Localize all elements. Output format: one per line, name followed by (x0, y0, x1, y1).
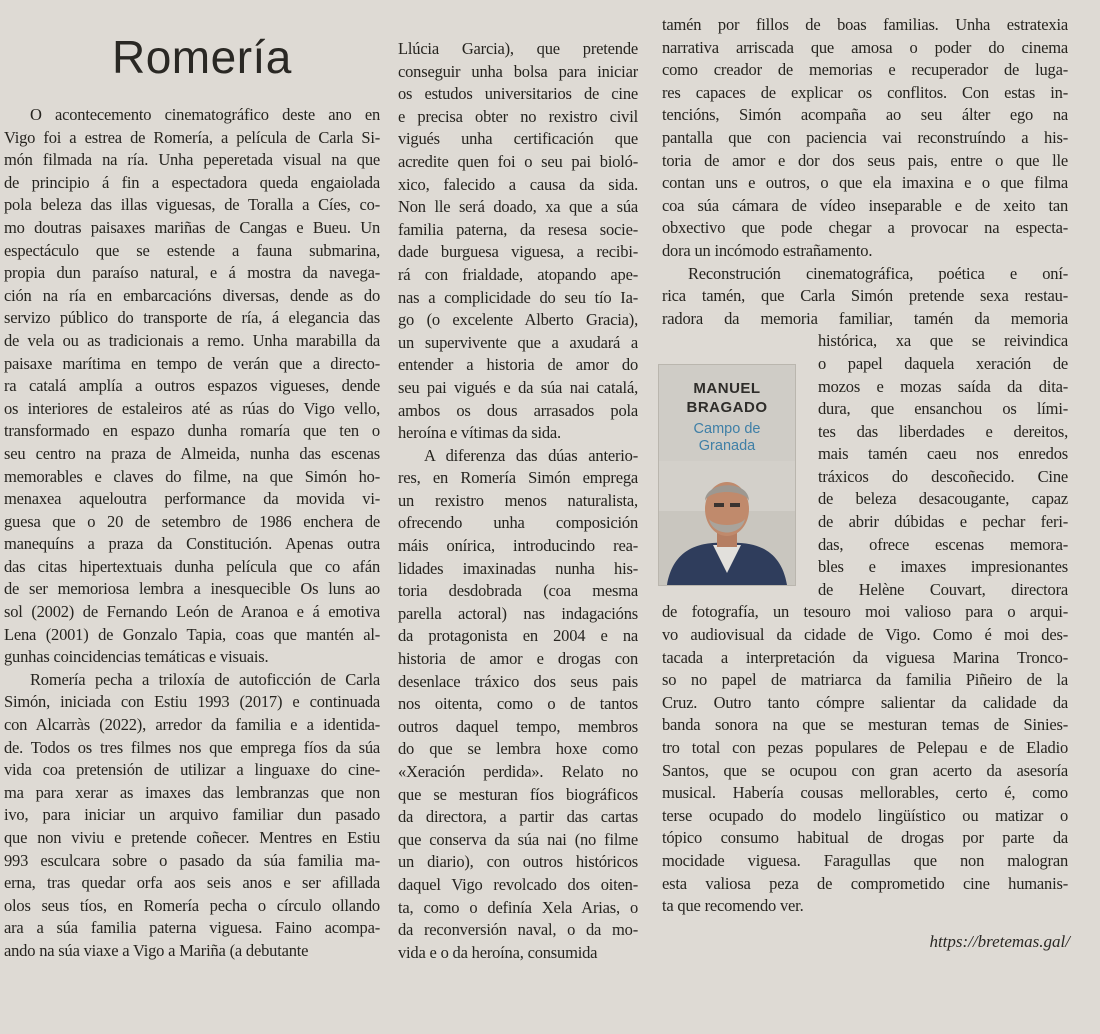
text-line: terse ocupado do modelo lingüístico ou matizar o (662, 805, 1068, 825)
text-line: rica tamén, que Carla Simón pretende sexa restau- (662, 286, 1068, 306)
text-line: nas a complicidade do seu tío Ia- (398, 287, 638, 307)
text-line: contan uns e outros, o que ela imaxina e o que filma (662, 173, 1068, 193)
text-line: ción na ría en embarcacións diversas, dende as do (4, 285, 380, 305)
text-line: acredite quen foi o seu pai bioló- (398, 151, 638, 171)
text-line: res, en Romería Simón emprega (398, 468, 638, 488)
article-column-1 (4, 104, 380, 963)
text-line: Lena (2001) de Gonzalo Tapia, coas que mantén al- (4, 624, 380, 644)
text-line: desenlace tráxico dos seus pais (398, 671, 638, 691)
text-line: de Helène Couvart, directora (818, 579, 1068, 599)
text-line: conseguir unha bolsa para iniciar (398, 61, 638, 81)
text-line: go (o excelente Alberto Gracia), (398, 310, 638, 330)
text-line: vida e o da heroína, consumida (398, 942, 598, 962)
text-line: propia dun paraíso natural, e á mostra da navega- (4, 263, 380, 283)
text-line: guesa que o 20 de setembro de 1986 enchera de (4, 511, 380, 531)
text-line: como creador de memorias e recuperador de luga- (662, 60, 1068, 80)
text-line: O acontecemento cinematográfico deste ano en (30, 105, 380, 124)
text-line: de. Todos os tres filmes nos que emprega fíos da súa (4, 737, 380, 757)
text-line: das citas hipertextuais dunha película que co afán (4, 556, 380, 576)
text-line: máis onírica, introducindo rea- (398, 536, 638, 556)
text-line: tes das liberdades e dereitos, (818, 421, 1068, 441)
text-line: os interiores de estaleiros até as rúas do Vigo vello, (4, 398, 380, 418)
text-line: menaxea aqueloutra performance da movida vi- (4, 489, 380, 509)
text-line: da reconversión naval, o da mo- (398, 920, 638, 940)
text-line: gunhas coincidencias temáticas e visuais. (4, 647, 269, 667)
text-line: res capaces de explicar os conflitos. Con estas in- (662, 82, 1068, 102)
author-photo (659, 461, 795, 585)
text-line: esta valiosa peza de comprometido cine humanis- (662, 873, 1068, 893)
text-line: ambos os dous arrasados pola (398, 400, 638, 420)
text-line: ta, como o definía Xela Arias, o (398, 897, 638, 917)
text-line: obxectivo que pode chegar a provocar na especta- (662, 218, 1068, 238)
text-line: vigués unha certificación que (398, 129, 638, 149)
text-line: ivo, para iniciar un arquivo familiar dun pasado (4, 805, 380, 825)
text-line: tencións, Simón acompaña ao seu álter ego na (662, 105, 1068, 125)
column-name (659, 421, 795, 455)
text-line: da protagonista en 2004 e na (398, 626, 638, 646)
text-line: do que se lembra hoxe como (398, 739, 638, 759)
text-line: de ser memoriosa lembra a inesquecible Os luns ao (4, 579, 380, 599)
author-last-name: BRAGADO (686, 399, 768, 416)
article-title: Romería (112, 31, 292, 83)
text-line: daquel Vigo revolcado dos oiten- (398, 874, 638, 894)
text-line: bles e imaxes impresionantes (818, 557, 1068, 577)
text-line: 993 esculcara sobre o pasado da súa familia ma- (4, 850, 380, 870)
text-line: rá con frialdade, atopando ape- (398, 264, 638, 284)
text-line: toria desdobrada (coa mesma (398, 581, 638, 601)
text-line: e precisa obter no rexistro civil (398, 106, 638, 126)
text-line: mozos e mozas saída da dita- (818, 376, 1068, 396)
text-line: da directora, a partir das cartas (398, 807, 638, 827)
text-line: o papel daquela xeración de (818, 353, 1068, 373)
text-line: que se mesturan fíos biográficos (398, 784, 638, 804)
text-line: os estudos universitarios de cine (398, 84, 638, 104)
text-line: nos oitenta, como o de tantos (398, 694, 638, 714)
text-line: con Alcarràs (2022), arredor da familia e a identida- (4, 715, 380, 735)
column-name-line-2: Granada (698, 438, 756, 454)
article-column-2 (398, 38, 638, 964)
text-line: seu pai vigués e da súa nai catalá, (398, 377, 638, 397)
text-line: un supervivente que a axudará a (398, 332, 638, 352)
text-line: de fotografía, un tesouro moi valioso para o arqui- (662, 602, 1068, 622)
text-line: de beleza desacougante, capaz (818, 489, 1068, 509)
text-line: transformado en espazo dunha romaría que ten o (4, 421, 380, 441)
text-line: Cruz. Outro tanto cómpre salientar da calidade da (662, 692, 1068, 712)
text-line: manequíns a praza da Constitución. Apenas outra (4, 534, 380, 554)
author-name (659, 379, 795, 417)
text-line: ando na súa viaxe a Vigo a Mariña (a debutante (4, 940, 309, 960)
text-line: memorables e claves do filme, na que Simón ho- (4, 466, 380, 486)
text-line: pantalla que con paciencia vai reconstruíndo a his- (662, 127, 1068, 147)
text-line: ra catalá amplía a outros espazos vigueses, dende (4, 376, 380, 396)
text-line: ta que recomendo ver. (662, 896, 804, 916)
text-line: vo audiovisual da cidade de Vigo. Como é moi des- (662, 625, 1068, 645)
text-line: un diario), con outros históricos (398, 852, 638, 872)
text-line: paisaxe marítima en tempo de verán que a directo- (4, 353, 380, 373)
text-line: parella actoral) nas indagacións (398, 603, 638, 623)
text-line: servizo público do transporte de ría, á elegancia das (4, 308, 380, 328)
text-line: món filmada na ría. Unha peperetada visual na que (4, 150, 380, 170)
author-first-name: MANUEL (693, 380, 761, 397)
text-line: A diferenza das dúas anterio- (424, 445, 638, 465)
text-line: dora un incómodo estrañamento. (662, 240, 873, 260)
text-line: entender a historia de amor do (398, 355, 638, 375)
text-line: que conserva da súa nai (no filme (398, 829, 638, 849)
text-line: ma para xerar as imaxes das lembranzas que non (4, 782, 380, 802)
text-line: tro total con pezas populares de Pelepau e de Eladio (662, 738, 1068, 757)
text-line: ara a súa familia paterna viguesa. Faino acompa- (4, 918, 380, 938)
text-line: de principio á fin a espectadora queda engaiolada (4, 172, 380, 192)
text-line: outros daquel tempo, membros (398, 716, 638, 736)
text-line: heroína e vítimas da sida. (398, 423, 561, 443)
text-line: mais tamén caeu nos enredos (818, 444, 1068, 464)
text-line: histórica, xa que se reivindica (818, 331, 1068, 351)
text-line: musical. Habería cousas mellorables, certo é, como (662, 783, 1068, 803)
text-line: pola beleza das illas viguesas, de Toralla a Cíes, co- (4, 195, 380, 215)
text-line: so no papel de matriarca da familia Piñeiro de la (662, 670, 1068, 690)
text-line: mocidade viguesa. Faragullas que non malogran (662, 850, 1068, 870)
text-line: toria de amor e dor dos seus pais, entre o que lle (662, 150, 1068, 170)
text-line: vida coa pretensión de utilizar a linguaxe do cine- (4, 760, 380, 780)
text-line: Non lle será doado, xa que a súa (398, 197, 638, 217)
text-line: Llúcia Garcia), que pretende (398, 39, 638, 58)
text-line: Simón, iniciada con Estiu 1993 (2017) e continuada (4, 692, 380, 712)
text-line: de vela ou as tradicionais a remo. Unha marabilla da (4, 330, 380, 350)
text-line: tópico consumo habitual de drogas por parte da (662, 828, 1068, 848)
text-line: xico, falecido a causa da sida. (398, 174, 638, 194)
text-line: seu centro na praza de Almeida, nunha das escenas (4, 443, 380, 463)
text-line: un rexistro menos naturalista, (398, 490, 638, 510)
text-line: tráxicos do descoñecido. Cine (818, 466, 1068, 486)
text-line: «Xeración perdida». Relato no (398, 762, 638, 781)
text-line: tamén por fillos de boas familias. Unha estratexia (662, 15, 1068, 34)
text-line: historia de amor e drogas con (398, 649, 638, 669)
text-line: Vigo foi a estrea de Romería, a película de Carla Si- (4, 127, 380, 147)
text-line: que non viviu e pretende coñecer. Mentres en Estiu (4, 828, 380, 847)
text-line: familia paterna, da resesa socie- (398, 219, 638, 239)
text-line: Reconstrución cinematográfica, poética e oní- (688, 263, 1068, 283)
text-line: ofrecendo unha composición (398, 513, 638, 533)
text-line: tacada a interpretación da viguesa Marina Tronco- (662, 647, 1068, 667)
source-url: https://bretemas.gal/ (929, 932, 1070, 951)
text-line: espectáculo que se estende a fauna submarina, (4, 240, 380, 260)
text-line: sol (2002) de Fernando León de Aranoa e á emotiva (4, 602, 380, 622)
text-line: lidades imaxinadas nunha his- (398, 558, 638, 578)
text-line: olos seus tíos, en Romería pecha o círculo ollando (4, 895, 380, 915)
text-line: Santos, que se ocupou con gran acerto da asesoría (662, 760, 1068, 780)
text-line: erna, tras quedar orfa aos seis anos e ser afillada (4, 873, 380, 893)
column-name-line-1: Campo de (693, 421, 761, 437)
author-card (658, 364, 796, 586)
text-line: mo doutras paisaxes mariñas de Cangas e Bueu. Un (4, 217, 380, 237)
text-line: Romería pecha a triloxía de autoficción de Carla (30, 669, 380, 689)
text-line: coa súa cámara de vídeo inseparable e de xeito tan (662, 195, 1068, 215)
text-line: banda sonora na que se mesturan temas de Sinies- (662, 715, 1068, 735)
text-line: dade burguesa viguesa, a recibi- (398, 242, 638, 262)
text-line: radora da memoria familiar, tamén da memoria (662, 308, 1068, 328)
text-line: de abrir dúbidas e pechar feri- (818, 512, 1068, 532)
text-line: dura, que ensanchou os lími- (818, 399, 1068, 419)
text-line: narrativa arriscada que amosa o poder do cinema (662, 37, 1068, 57)
text-line: das, ofrece escenas memora- (818, 534, 1068, 554)
